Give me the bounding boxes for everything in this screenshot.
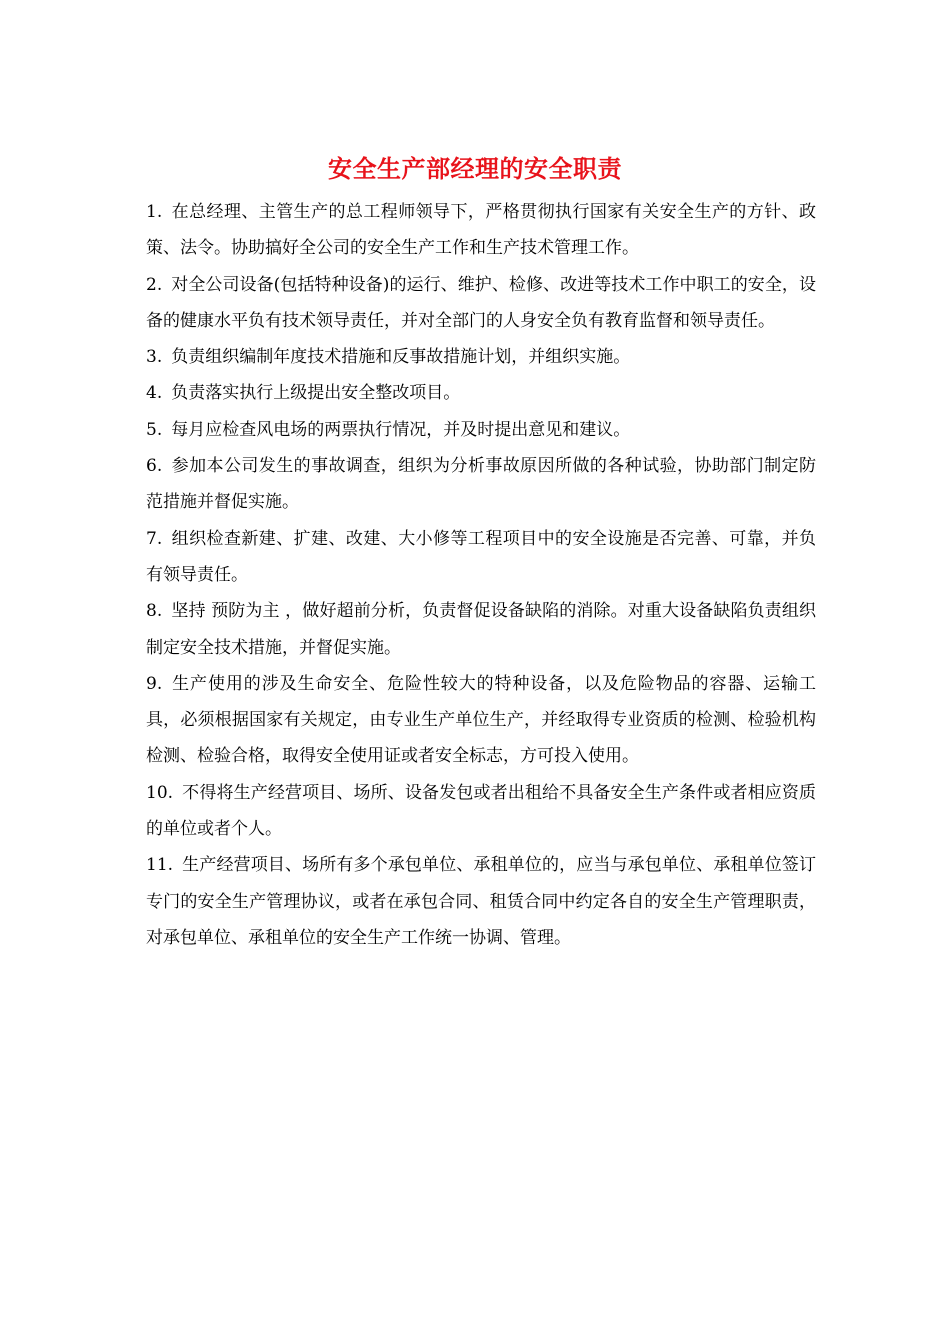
- item-text: 坚持 预防为主 ，做好超前分析，负责督促设备缺陷的消除。对重大设备缺陷负责组织制定安全技术措施，并督促实施。: [146, 601, 816, 658]
- item-number: 9.: [146, 673, 163, 694]
- list-item: [146, 267, 816, 340]
- item-text: 组织检查新建、扩建、改建、大小修等工程项目中的安全设施是否完善、可靠，并负有领导责任。: [146, 528, 816, 585]
- item-text: 生产经营项目、场所有多个承包单位、承租单位的，应当与承包单位、承租单位签订专门的安全生产管理协议，或者在承包合同、租赁合同中约定各自的安全生产管理职责，对承包单位、承租单位的安全生产工作统一协调、管理。: [146, 855, 816, 948]
- item-number: 5.: [146, 419, 163, 440]
- item-number: 11.: [146, 855, 174, 876]
- list-item: [146, 666, 816, 775]
- item-text: 在总经理、主管生产的总工程师领导下，严格贯彻执行国家有关安全生产的方针、政策、法令。协助搞好全公司的安全生产工作和生产技术管理工作。: [146, 202, 816, 259]
- list-item: [146, 448, 816, 521]
- document-title: 安全生产部经理的安全职责: [328, 154, 622, 183]
- item-number: 8.: [146, 601, 163, 622]
- item-number: 3.: [146, 347, 163, 368]
- list-item: [146, 775, 816, 848]
- list-item: [146, 412, 816, 448]
- list-item: [146, 339, 816, 375]
- item-text: 每月应检查风电场的两票执行情况，并及时提出意见和建议。: [171, 419, 631, 440]
- item-text: 负责落实执行上级提出安全整改项目。: [171, 383, 461, 404]
- list-item: [146, 194, 816, 267]
- item-number: 10.: [146, 782, 174, 803]
- item-text: 生产使用的涉及生命安全、危险性较大的特种设备，以及危险物品的容器、运输工具，必须根据国家有关规定，由专业生产单位生产，并经取得专业资质的检测、检验机构检测、检验合格，取得安全使用证或者安全标志，方可投入使用。: [146, 673, 816, 767]
- item-number: 1.: [146, 202, 163, 222]
- list-item: [146, 847, 816, 956]
- item-text: 对全公司设备(包括特种设备)的运行、维护、检修、改进等技术工作中职工的安全，设备的健康水平负有技术领导责任，并对全部门的人身安全负有教育监督和领导责任。: [146, 274, 816, 331]
- duty-list: [146, 194, 816, 956]
- item-text: 不得将生产经营项目、场所、设备发包或者出租给不具备安全生产条件或者相应资质的单位或者个人。: [146, 782, 816, 840]
- list-item: [146, 593, 816, 666]
- list-item: [146, 375, 816, 411]
- item-number: 4.: [146, 383, 163, 404]
- item-text: 参加本公司发生的事故调查，组织为分析事故原因所做的各种试验，协助部门制定防范措施并督促实施。: [146, 456, 816, 513]
- item-text: 负责组织编制年度技术措施和反事故措施计划，并组织实施。: [171, 347, 631, 368]
- item-number: 2.: [146, 274, 163, 295]
- item-number: 7.: [146, 528, 163, 549]
- list-item: [146, 521, 816, 594]
- item-number: 6.: [146, 456, 163, 477]
